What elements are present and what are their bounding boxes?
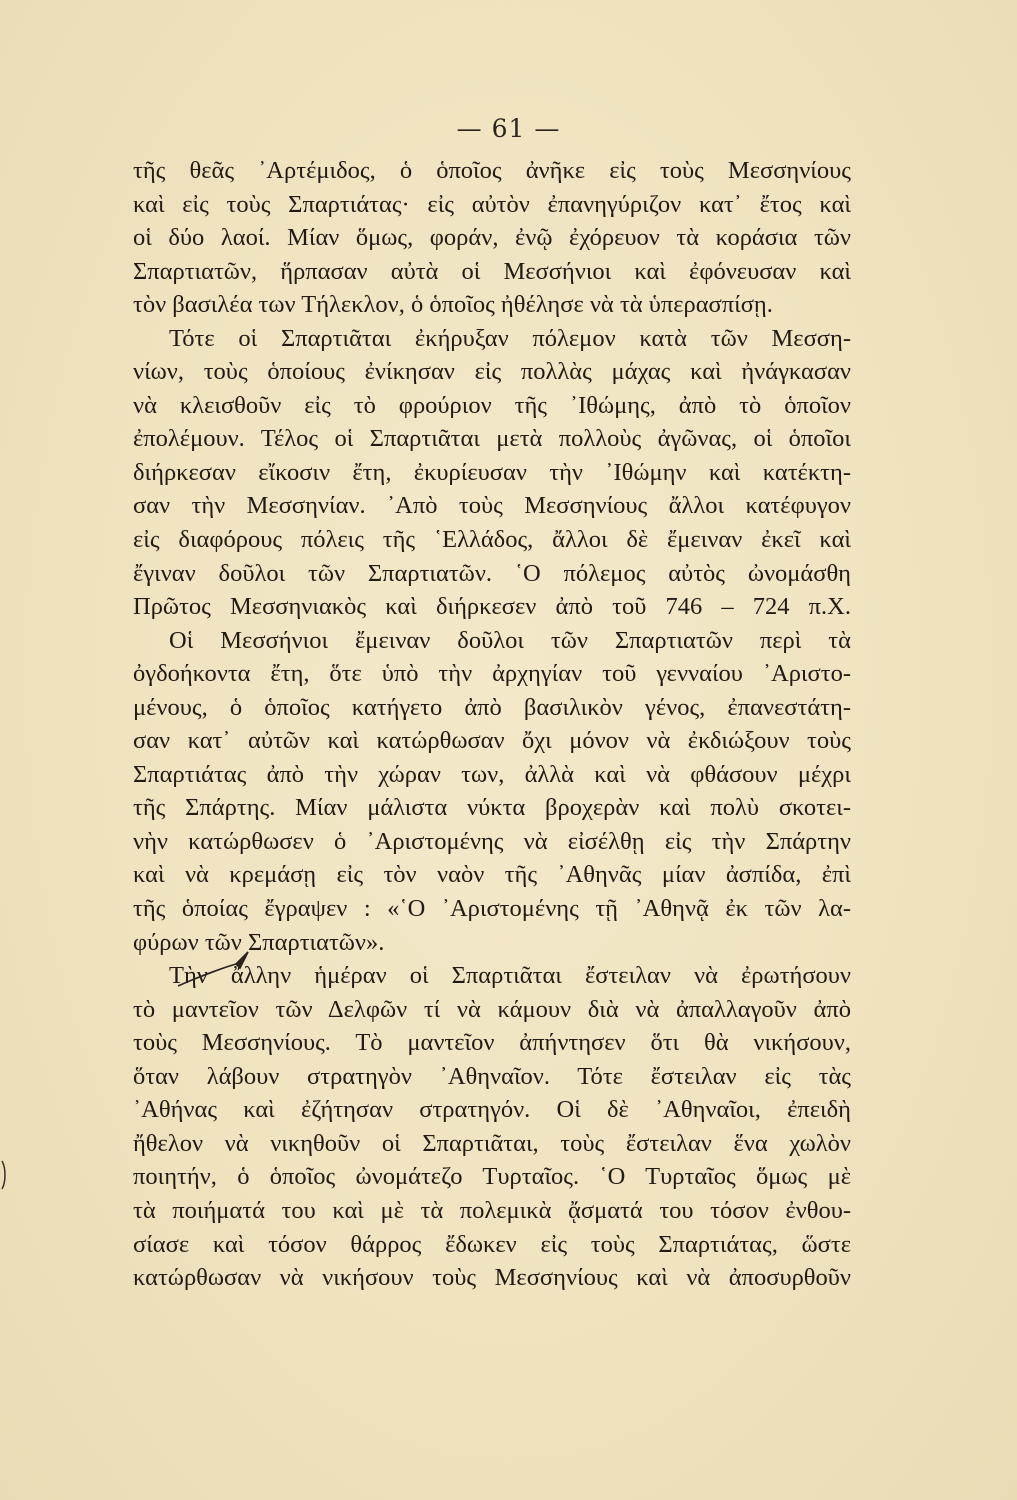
text-line: τὸν βασιλέα των Τήλεκλον, ὁ ὁποῖος ἠθέλησε νὰ τὰ ὑπερασπίσῃ. xyxy=(133,291,773,319)
margin-bracket-icon xyxy=(1,1160,7,1190)
text-line: τὰ ποιήματά του καὶ μὲ τὰ πολεμικὰ ᾄσματά του τόσον ἐνθου- xyxy=(133,1196,851,1224)
text-line: Σπαρτιατῶν, ἥρπασαν αὐτὰ οἱ Μεσσήνιοι καὶ ἐφόνευσαν καὶ xyxy=(133,257,851,285)
text-line: μένους, ὁ ὁποῖος κατήγετο ἀπὸ βασιλικὸν γένος, ἐπανεστάτη- xyxy=(133,693,851,721)
text-line: εἰς διαφόρους πόλεις τῆς ῾Ελλάδος, ἄλλοι δὲ ἔμειναν ἐκεῖ καὶ xyxy=(133,526,851,554)
text-line: ποιητήν, ὁ ὁποῖος ὠνομάτεζο Τυρταῖος. ῾Ο Τυρταῖος ὅμως μὲ xyxy=(133,1163,851,1191)
text-line: Πρῶτος Μεσσηνιακὸς καὶ διήρκεσεν ἀπὸ τοῦ 746 – 724 π.Χ. xyxy=(133,593,851,621)
text-line: τῆς ὁποίας ἔγραψεν : «῾Ο ᾽Αριστομένης τῇ ᾽Αθηνᾷ ἐκ τῶν λα- xyxy=(133,895,851,923)
page-number: — 61 — xyxy=(456,114,561,143)
text-line: φύρων τῶν Σπαρτιατῶν». xyxy=(133,928,385,956)
text-line: οἱ δύο λαοί. Μίαν ὅμως, φοράν, ἐνῷ ἐχόρευον τὰ κοράσια τῶν xyxy=(133,224,851,252)
text-line: Τότε οἱ Σπαρτιᾶται ἐκήρυξαν πόλεμον κατὰ τῶν Μεσση- xyxy=(169,324,851,352)
text-line: Οἱ Μεσσήνιοι ἔμειναν δοῦλοι τῶν Σπαρτιατῶν περὶ τὰ xyxy=(169,626,851,654)
text-line: νίων, τοὺς ὁποίους ἐνίκησαν εἰς πολλὰς μάχας καὶ ἠνάγκασαν xyxy=(133,358,851,386)
text-line: ᾽Αθήνας καὶ ἐζήτησαν στρατηγόν. Οἱ δὲ ᾽Αθηναῖοι, ἐπειδὴ xyxy=(133,1096,851,1124)
text-line: ἤθελον νὰ νικηθοῦν οἱ Σπαρτιᾶται, τοὺς ἔστειλαν ἕνα χωλὸν xyxy=(133,1129,851,1157)
text-line: ὀγδοήκοντα ἔτη, ὅτε ὑπὸ τὴν ἀρχηγίαν τοῦ γενναίου ᾽Αριστο- xyxy=(133,660,851,688)
text-line: καὶ νὰ κρεμάσῃ εἰς τὸν ναὸν τῆς ᾽Αθηνᾶς μίαν ἀσπίδα, ἐπὶ xyxy=(133,861,851,889)
text-line: ὅταν λάβουν στρατηγὸν ᾽Αθηναῖον. Τότε ἔστειλαν εἰς τὰς xyxy=(133,1062,851,1090)
text-line: ἐπολέμουν. Τέλος οἱ Σπαρτιᾶται μετὰ πολλοὺς ἀγῶνας, οἱ ὁποῖοι xyxy=(133,425,851,453)
text-line: νὰ κλεισθοῦν εἰς τὸ φρούριον τῆς ᾽Ιθώμης, ἀπὸ τὸ ὁποῖον xyxy=(133,391,851,419)
text-line: καὶ εἰς τοὺς Σπαρτιάτας· εἰς αὐτὸν ἐπανηγύριζον κατ᾽ ἔτος καὶ xyxy=(133,190,851,218)
text-line: τῆς θεᾶς ᾽Αρτέμιδος, ὁ ὁποῖος ἀνῆκε εἰς τοὺς Μεσσηνίους xyxy=(133,157,851,184)
text-line: διήρκεσαν εἴκοσιν ἔτη, ἐκυρίευσαν τὴν ᾽Ιθώμην καὶ κατέκτη- xyxy=(133,458,851,486)
text-line: Σπαρτιάτας ἀπὸ τὴν χώραν των, ἀλλὰ καὶ νὰ φθάσουν μέχρι xyxy=(133,760,851,788)
text-line: τοὺς Μεσσηνίους. Τὸ μαντεῖον ἀπήντησεν ὅτι θὰ νικήσουν, xyxy=(133,1029,851,1057)
text-line: σίασε καὶ τόσον θάρρος ἔδωκεν εἰς τοὺς Σπαρτιάτας, ὥστε xyxy=(133,1230,851,1258)
text-line: νὴν κατώρθωσεν ὁ ᾽Αριστομένης νὰ εἰσέλθῃ εἰς τὴν Σπάρτην xyxy=(133,827,851,855)
pen-mark-icon xyxy=(176,948,266,988)
body-text xyxy=(133,154,851,1295)
text-line: σαν κατ᾽ αὐτῶν καὶ κατώρθωσαν ὄχι μόνον νὰ ἐκδιώξουν τοὺς xyxy=(133,727,851,755)
text-line: τῆς Σπάρτης. Μίαν μάλιστα νύκτα βροχερὰν καὶ πολὺ σκοτει- xyxy=(133,794,851,822)
text-line: τὸ μαντεῖον τῶν Δελφῶν τί νὰ κάμουν διὰ νὰ ἀπαλλαγοῦν ἀπὸ xyxy=(133,995,851,1023)
text-line: Τὴν ἄλλην ἡμέραν οἱ Σπαρτιᾶται ἔστειλαν νὰ ἐρωτήσουν xyxy=(169,962,851,990)
text-line: ἔγιναν δοῦλοι τῶν Σπαρτιατῶν. ῾Ο πόλεμος αὐτὸς ὠνομάσθη xyxy=(133,559,851,587)
text-line: σαν τὴν Μεσσηνίαν. ᾽Απὸ τοὺς Μεσσηνίους ἄλλοι κατέφυγον xyxy=(133,492,851,520)
text-line: κατώρθωσαν νὰ νικήσουν τοὺς Μεσσηνίους καὶ νὰ ἀποσυρθοῦν xyxy=(133,1264,851,1292)
